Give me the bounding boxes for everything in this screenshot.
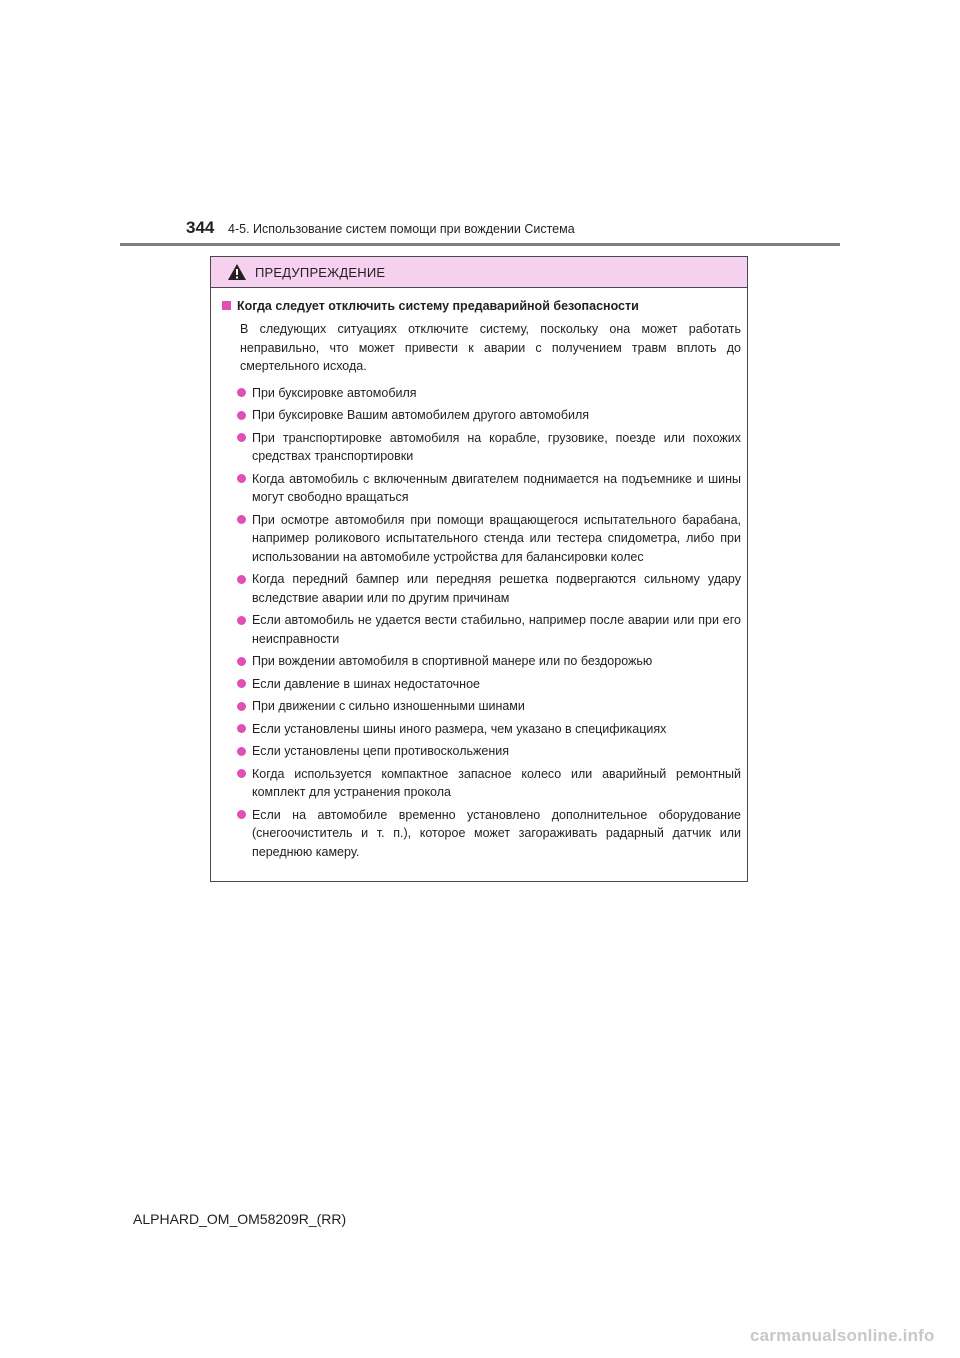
watermark: carmanualsonline.info: [750, 1326, 935, 1345]
list-item: [219, 675, 741, 694]
warning-triangle-icon: [227, 263, 247, 281]
list-item: [219, 611, 741, 648]
list-item-text: При движении с сильно изношенными шинами: [252, 699, 525, 713]
page-header: [0, 0, 960, 250]
bullet-dot-icon: [237, 769, 246, 778]
list-item-text: Если на автомобиле временно установлено дополнительное оборудование (снегоочиститель и т. п.), которое может загораживать радарный датчик или переднюю камеру.: [252, 807, 741, 859]
page-number: 344: [186, 218, 215, 237]
list-item: [219, 720, 741, 739]
warning-box: [210, 256, 748, 882]
list-item-text: При буксировке автомобиля: [252, 385, 417, 400]
bullet-dot-icon: [237, 575, 246, 584]
bullet-dot-icon: [237, 388, 246, 397]
warning-topic-text: Когда следует отключить систему предаварийной безопасности: [237, 299, 639, 313]
list-item-text: Если установлены цепи противоскольжения: [252, 744, 509, 758]
warning-title: ПРЕДУПРЕЖДЕНИЕ: [255, 264, 386, 280]
bullet-dot-icon: [237, 747, 246, 756]
header-rule: [120, 243, 840, 246]
document-code: ALPHARD_OM_OM58209R_(RR): [133, 1211, 347, 1227]
bullet-dot-icon: [237, 411, 246, 420]
square-bullet-icon: [222, 301, 231, 310]
list-item-text: Когда передний бампер или передняя решетка подвергаются сильному удару вследствие аварии или по другим причинам: [252, 572, 741, 605]
list-item-text: Если установлены шины иного размера, чем указано в спецификациях: [252, 721, 667, 736]
list-item: [219, 406, 741, 425]
list-item: [219, 697, 741, 716]
list-item-text: При транспортировке автомобиля на корабле, грузовике, поезде или похожих средствах транспортировки: [252, 430, 741, 463]
list-item: [219, 429, 741, 466]
warning-header: [211, 257, 747, 288]
list-item-text: Если давление в шинах недостаточное: [252, 676, 480, 691]
list-item-text: При буксировке Вашим автомобилем другого автомобиля: [252, 408, 590, 422]
bullet-dot-icon: [237, 657, 246, 666]
bullet-dot-icon: [237, 724, 246, 733]
list-item: [219, 652, 741, 671]
bullet-dot-icon: [237, 810, 246, 819]
section-title: 4-5. Использование систем помощи при вождении Система: [228, 222, 575, 236]
list-item: [219, 570, 741, 607]
list-item: [219, 511, 741, 567]
warning-body: [211, 288, 747, 861]
list-item-text: Если автомобиль не удается вести стабильно, например после аварии или при его неисправности: [252, 613, 741, 646]
list-item: [219, 806, 741, 862]
list-item: [219, 384, 741, 403]
warning-intro: В следующих ситуациях отключите систему, поскольку она может работать неправильно, что может привести к аварии с получением травм вплоть до смертельного исхода.: [240, 322, 741, 373]
list-item-text: При осмотре автомобиля при помощи вращающегося испытательного барабана, например роликового испытательного стенда или тестера спидометра, либо при использовании на автомобиле устройства для балансировки колес: [252, 512, 741, 564]
list-item-text: При вождении автомобиля в спортивной манере или по бездорожью: [252, 654, 653, 668]
bullet-dot-icon: [237, 702, 246, 711]
bullet-dot-icon: [237, 474, 246, 483]
list-item: [219, 470, 741, 507]
bullet-dot-icon: [237, 616, 246, 625]
list-item-text: Когда используется компактное запасное колесо или аварийный ремонтный комплект для устранения прокола: [252, 766, 741, 799]
bullet-dot-icon: [237, 515, 246, 524]
warning-topic: [219, 297, 741, 315]
bullet-dot-icon: [237, 679, 246, 688]
bullet-dot-icon: [237, 433, 246, 442]
list-item-text: Когда автомобиль с включенным двигателем поднимается на подъемнике и шины могут свободно вращаться: [252, 471, 741, 504]
list-item: [219, 765, 741, 802]
warning-items: [219, 384, 741, 862]
list-item: [219, 742, 741, 761]
